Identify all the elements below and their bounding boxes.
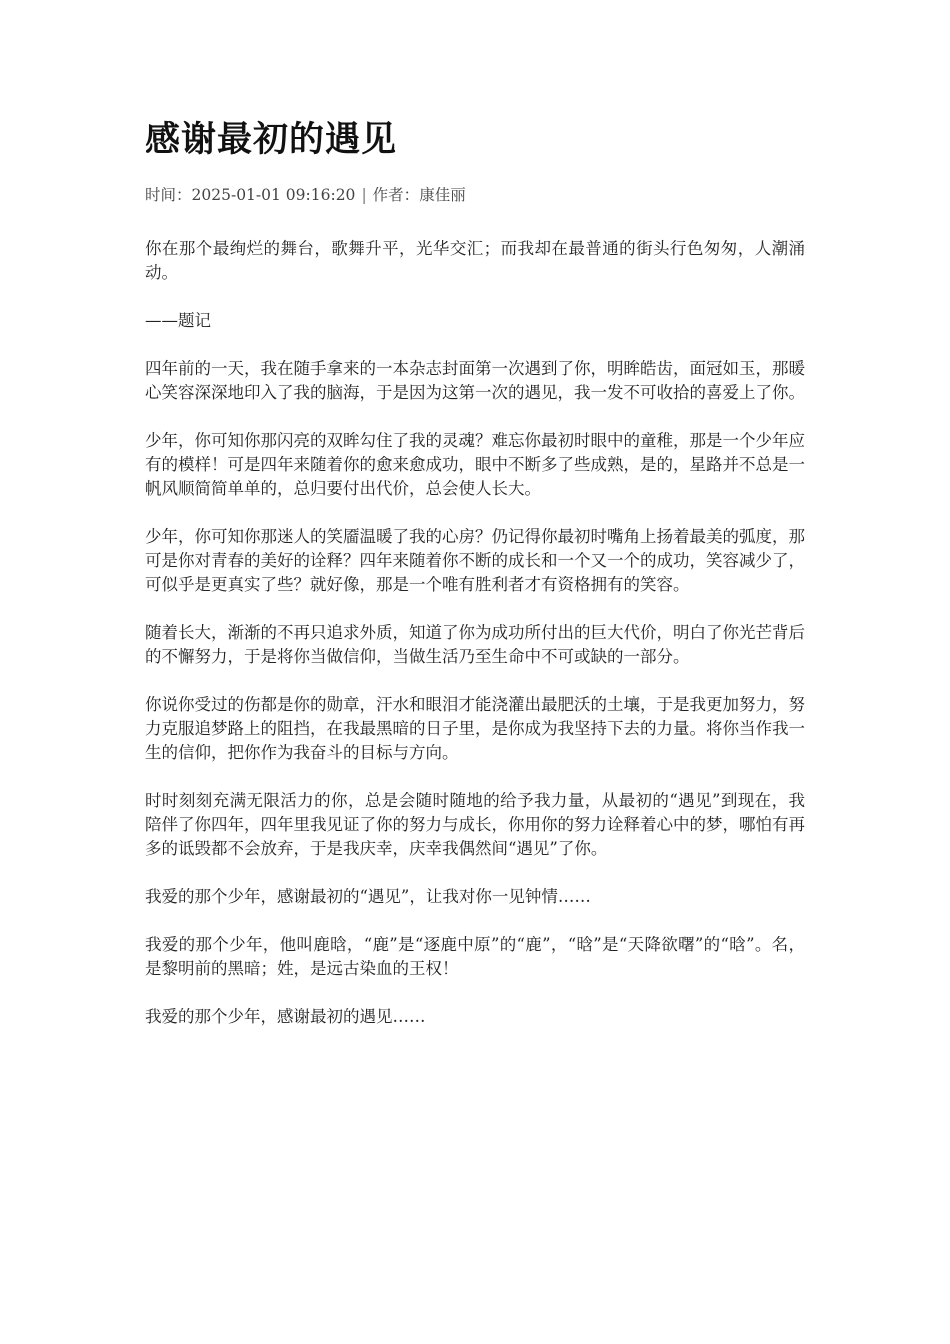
paragraph: 少年，你可知你那闪亮的双眸勾住了我的灵魂？难忘你最初时眼中的童稚，那是一个少年应有的模样！可是四年来随着你的愈来愈成功，眼中不断多了些成熟，是的，星路并不总是一帆风顺简简单单的，总归要付出代价，总会使人长大。: [145, 431, 805, 498]
paragraph: 我爱的那个少年，感谢最初的遇见……: [145, 1007, 426, 1026]
paragraph: 少年，你可知你那迷人的笑靥温暖了我的心房？仍记得你最初时嘴角上扬着最美的弧度，那可是你对青春的美好的诠释？四年来随着你不断的成长和一个又一个的成功，笑容减少了，可似乎是更真实了些？就好像，那是一个唯有胜利者才有资格拥有的笑容。: [145, 527, 805, 594]
meta-separator: |: [361, 186, 367, 204]
article-meta: [145, 183, 805, 207]
author-value: 康佳丽: [419, 186, 466, 204]
paragraph: ——题记: [145, 311, 211, 330]
paragraph: 我爱的那个少年，感谢最初的“遇见”，让我对你一见钟情……: [145, 887, 591, 906]
time-label: 时间：: [145, 186, 192, 204]
paragraph: 你在那个最绚烂的舞台，歌舞升平，光华交汇；而我却在最普通的街头行色匆匆，人潮涌动。: [145, 239, 805, 282]
author-label: 作者：: [372, 186, 420, 204]
paragraph: 时时刻刻充满无限活力的你，总是会随时随地的给予我力量，从最初的“遇见”到现在，我陪伴了你四年，四年里我见证了你的努力与成长，你用你的努力诠释着心中的梦，哪怕有再多的诋毁都不会放弃，于是我庆幸，庆幸我偶然间“遇见”了你。: [145, 791, 805, 858]
article: [145, 118, 805, 1053]
paragraph: 随着长大，渐渐的不再只追求外质，知道了你为成功所付出的巨大代价，明白了你光芒背后的不懈努力，于是将你当做信仰，当做生活乃至生命中不可或缺的一部分。: [145, 623, 805, 666]
time-value: 2025-01-01 09:16:20: [191, 186, 356, 204]
article-title: 感谢最初的遇见: [145, 119, 398, 160]
paragraph: 我爱的那个少年，他叫鹿晗，“鹿”是“逐鹿中原”的“鹿”，“晗”是“天降欲曙”的“晗”。名，是黎明前的黑暗；姓，是远古染血的王权！: [145, 935, 805, 978]
paragraph: 你说你受过的伤都是你的勋章，汗水和眼泪才能浇灌出最肥沃的土壤，于是我更加努力，努力克服追梦路上的阻挡，在我最黑暗的日子里，是你成为我坚持下去的力量。将你当作我一生的信仰，把你作为我奋斗的目标与方向。: [145, 695, 805, 762]
paragraph: 四年前的一天，我在随手拿来的一本杂志封面第一次遇到了你，明眸皓齿，面冠如玉，那暖心笑容深深地印入了我的脑海，于是因为这第一次的遇见，我一发不可收拾的喜爱上了你。: [145, 359, 805, 402]
article-body: [145, 237, 805, 1029]
